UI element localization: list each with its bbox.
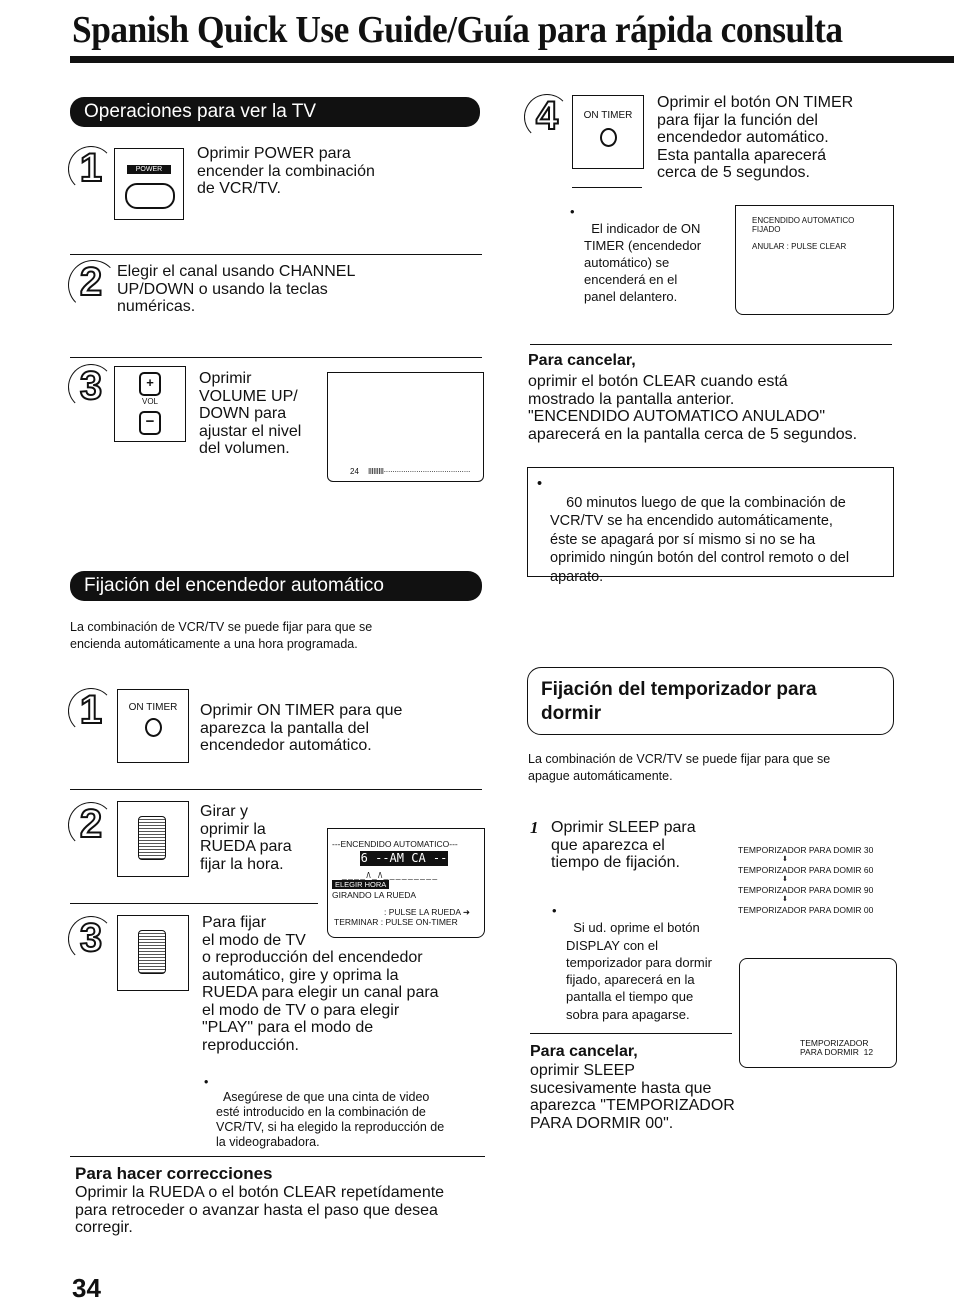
sleep-seq-00: TEMPORIZADOR PARA DOMIR 00 — [738, 905, 874, 915]
step-3-marker: 3 — [70, 366, 112, 408]
cancel-title: Para cancelar, — [528, 352, 636, 369]
screen4-line1: ENCENDIDO AUTOMATICO FIJADO — [752, 216, 855, 234]
title-rule — [70, 56, 954, 63]
tv-step3-text: Oprimir VOLUME UP/ DOWN para ajustar el nivel del volumen. — [199, 370, 302, 457]
page-title: Spanish Quick Use Guide/Guía para rápida consulta — [72, 9, 843, 51]
screen4-line2: ANULAR : PULSE CLEAR — [752, 242, 847, 251]
auto-on-step1-text: Oprimir ON TIMER para que aparezca la pantalla del encendedor automático. — [200, 702, 403, 754]
auto-on-step2-text: Girar y oprimir la RUEDA para fijar la hora. — [200, 803, 292, 873]
cassette-note: • Asegúrese de que una cinta de video esté introducido en la combinación de VCR/TV, si ha elegido la reproducción de la videograbadora. — [204, 1075, 445, 1149]
sleep-cancel-text: oprimir SLEEP sucesivamente hasta que aparezca "TEMPORIZADOR PARA DORMIR 00". — [530, 1062, 735, 1132]
page-number: 34 — [72, 1273, 101, 1303]
screen-pulse: : PULSE LA RUEDA ➜ — [384, 907, 471, 917]
wheel-illustration-step2 — [117, 801, 189, 877]
auto-on-step-1-marker: 1 — [70, 690, 112, 732]
step-1-marker: 1 — [70, 148, 112, 190]
wheel-illustration-step3 — [117, 915, 189, 991]
time-display: 6 --AM CA -- — [360, 851, 448, 865]
auto-on-step3-text: o reproducción del encendedor automático, gire y oprima la RUEDA para elegir un canal para el modo de TV o para elegir "PLAY" para el modo de reproducción. — [202, 949, 439, 1054]
screen-title: ---ENCENDIDO AUTOMATICO--- — [332, 839, 458, 849]
screen-dashes: _ _ _ _ /\ _ /\ _ _ _ _ _ _ _ _ _ — [342, 870, 437, 880]
sleep-screen — [739, 958, 897, 1068]
power-label: POWER — [127, 165, 171, 174]
auto-on-set-screen — [735, 205, 894, 315]
sleep-step-1-marker: 1 — [530, 818, 539, 837]
sleep-section-header-box — [527, 667, 894, 735]
on-timer-button-illustration — [117, 689, 189, 763]
sleep-screen-text: TEMPORIZADOR PARA DORMIR 12 — [800, 1038, 874, 1057]
volume-bar: IIIIIIIII········································ — [368, 467, 471, 476]
sleep-step1-text: Oprimir SLEEP para que aparezca el tiempo de fijación. — [551, 819, 696, 871]
sleep-intro: La combinación de VCR/TV se puede fijar para que se apague automáticamente. — [528, 752, 831, 783]
elegir-hora-label: ELEGIR HORA — [332, 880, 389, 889]
corrections-title: Para hacer correcciones — [75, 1164, 273, 1183]
sleep-cancel-title: Para cancelar, — [530, 1043, 638, 1060]
on-timer-button-illustration-4 — [572, 95, 644, 169]
auto-on-intro: La combinación de VCR/TV se puede fijar para que se encienda automáticamente a una hora programada. — [70, 620, 373, 651]
vol-label: VOL — [141, 397, 158, 406]
sleep-seq-60: TEMPORIZADOR PARA DOMIR 60 — [738, 865, 874, 875]
auto-on-step-2-marker: 2 — [70, 804, 112, 846]
auto-on-step-3-marker: 3 — [70, 918, 112, 960]
volume-screen — [327, 372, 484, 482]
corrections-text: Oprimir la RUEDA o el botón CLEAR repetídamente para retroceder o avanzar hasta el paso que desea corregir. — [75, 1184, 445, 1236]
step-4-marker: 4 — [526, 96, 568, 138]
tv-step2-text: Elegir el canal usando CHANNEL UP/DOWN o usando la teclas numéricas. — [117, 263, 356, 315]
power-button[interactable] — [125, 183, 175, 209]
screen-girando: GIRANDO LA RUEDA — [332, 890, 417, 900]
auto-on-step3-text-top: Para fijar el modo de TV — [202, 914, 306, 949]
on-timer-button[interactable] — [145, 718, 162, 737]
indicator-note: • El indicador de ON TIMER (encendedor automático) se encenderá en el panel delantero. — [570, 204, 702, 304]
sleep-section-header: Fijación del temporizador para dormir — [541, 679, 817, 724]
screen-terminar: TERMINAR : PULSE ON-TIMER — [334, 917, 458, 927]
on-timer-label: ON TIMER — [583, 110, 633, 121]
tv-step1-text: Oprimir POWER para encender la combinación de VCR/TV. — [197, 145, 375, 197]
on-timer-button[interactable] — [600, 128, 617, 147]
rueda-wheel[interactable] — [138, 816, 166, 860]
auto-off-note: • 60 minutos luego de que la combinación de VCR/TV se ha encendido automáticamente, éste se apagará por sí mismo si no se ha oprimido ningún botón del control remoto o del aparato. — [537, 476, 850, 585]
sleep-seq-90: TEMPORIZADOR PARA DOMIR 90 — [738, 885, 874, 895]
cancel-text: oprimir el botón CLEAR cuando está mostrado la pantalla anterior. "ENCENDIDO AUTOMATICO ANULADO" aparecerá en la pantalla cerca de 5 segundos. — [528, 373, 858, 443]
volume-up-button[interactable]: + — [139, 372, 161, 396]
volume-down-button[interactable]: − — [139, 411, 161, 435]
section-header-auto-on: Fijación del encendedor automático — [70, 571, 482, 601]
sleep-seq-30: TEMPORIZADOR PARA DOMIR 30 — [738, 845, 874, 855]
section-header-tv: Operaciones para ver la TV — [70, 97, 480, 127]
auto-on-screen — [327, 828, 485, 938]
volume-buttons-illustration — [114, 366, 186, 442]
step4-text: Oprimir el botón ON TIMER para fijar la función del encendedor automático. Esta pantalla aparecerá cerca de 5 segundos. — [657, 94, 854, 181]
display-note: • Si ud. oprime el botón DISPLAY con el temporizador para dormir fijado, aparecerá en la pantalla el tiempo que sobra para apagarse. — [552, 903, 712, 1022]
on-timer-label: ON TIMER — [128, 702, 178, 713]
rueda-wheel[interactable] — [138, 930, 166, 974]
volume-level: 24 — [350, 467, 359, 476]
power-button-illustration — [114, 148, 184, 220]
auto-off-note-box — [527, 467, 894, 585]
step-2-marker: 2 — [70, 262, 112, 304]
